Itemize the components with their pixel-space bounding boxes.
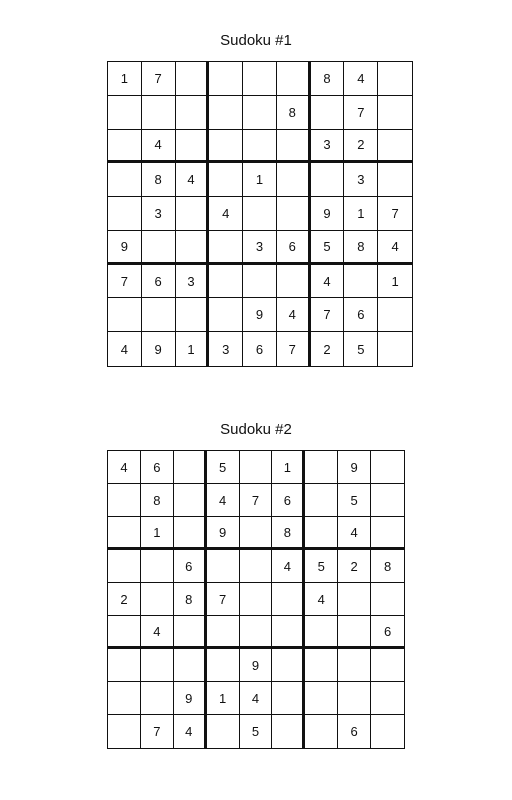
sudoku-cell[interactable]: 6 — [243, 332, 277, 366]
sudoku-cell[interactable]: 8 — [277, 96, 311, 130]
sudoku-cell[interactable]: 5 — [311, 231, 345, 265]
sudoku-cell[interactable] — [305, 682, 338, 715]
sudoku-cell[interactable] — [272, 616, 305, 649]
sudoku-cell[interactable]: 6 — [272, 484, 305, 517]
sudoku-cell[interactable]: 4 — [141, 616, 174, 649]
sudoku-cell[interactable]: 8 — [311, 62, 345, 96]
sudoku-cell[interactable] — [142, 231, 176, 265]
sudoku-cell[interactable] — [176, 130, 210, 164]
sudoku-cell[interactable]: 7 — [142, 62, 176, 96]
sudoku-cell[interactable]: 7 — [207, 583, 240, 616]
sudoku-cell[interactable] — [108, 484, 141, 517]
sudoku-cell[interactable] — [207, 550, 240, 583]
sudoku-cell[interactable] — [108, 649, 141, 682]
sudoku-cell[interactable] — [174, 451, 207, 484]
sudoku-cell[interactable] — [108, 616, 141, 649]
sudoku-cell[interactable]: 8 — [272, 517, 305, 550]
sudoku-cell[interactable] — [108, 682, 141, 715]
sudoku-cell[interactable] — [108, 550, 141, 583]
sudoku-cell[interactable] — [277, 163, 311, 197]
sudoku-cell[interactable] — [176, 96, 210, 130]
sudoku-cell[interactable]: 9 — [240, 649, 273, 682]
sudoku-cell[interactable] — [209, 231, 243, 265]
sudoku-cell[interactable] — [378, 62, 412, 96]
sudoku-cell[interactable] — [305, 484, 338, 517]
sudoku-cell[interactable]: 6 — [371, 616, 404, 649]
sudoku-cell[interactable]: 4 — [174, 715, 207, 748]
sudoku-cell[interactable] — [338, 616, 371, 649]
sudoku-cell[interactable] — [141, 649, 174, 682]
sudoku-cell[interactable] — [207, 616, 240, 649]
sudoku-cell[interactable]: 6 — [142, 265, 176, 299]
sudoku-cell[interactable]: 7 — [311, 298, 345, 332]
sudoku-cell[interactable] — [209, 265, 243, 299]
sudoku-cell[interactable] — [142, 298, 176, 332]
sudoku-cell[interactable] — [141, 583, 174, 616]
sudoku-cell[interactable] — [240, 517, 273, 550]
sudoku-cell[interactable] — [338, 583, 371, 616]
sudoku-cell[interactable] — [311, 96, 345, 130]
sudoku-cell[interactable]: 6 — [277, 231, 311, 265]
sudoku-cell[interactable] — [207, 649, 240, 682]
sudoku-cell[interactable]: 4 — [378, 231, 412, 265]
sudoku-cell[interactable] — [378, 96, 412, 130]
sudoku-cell[interactable] — [243, 197, 277, 231]
sudoku-cell[interactable] — [272, 583, 305, 616]
sudoku-cell[interactable] — [108, 715, 141, 748]
sudoku-cell[interactable]: 5 — [338, 484, 371, 517]
sudoku-cell[interactable] — [108, 197, 142, 231]
sudoku-cell[interactable]: 4 — [209, 197, 243, 231]
sudoku-cell[interactable]: 4 — [272, 550, 305, 583]
sudoku-cell[interactable] — [174, 517, 207, 550]
sudoku-cell[interactable]: 4 — [311, 265, 345, 299]
sudoku-cell[interactable]: 2 — [344, 130, 378, 164]
sudoku-cell[interactable] — [371, 682, 404, 715]
sudoku-cell[interactable]: 1 — [108, 62, 142, 96]
sudoku-cell[interactable]: 1 — [207, 682, 240, 715]
sudoku-cell[interactable] — [277, 130, 311, 164]
sudoku-cell[interactable] — [371, 715, 404, 748]
sudoku-cell[interactable] — [277, 62, 311, 96]
sudoku-cell[interactable] — [240, 583, 273, 616]
sudoku-cell[interactable] — [305, 715, 338, 748]
sudoku-cell[interactable]: 8 — [371, 550, 404, 583]
sudoku-cell[interactable]: 6 — [338, 715, 371, 748]
sudoku-cell[interactable]: 4 — [277, 298, 311, 332]
sudoku-cell[interactable] — [207, 715, 240, 748]
sudoku-cell[interactable] — [240, 451, 273, 484]
sudoku-cell[interactable]: 7 — [108, 265, 142, 299]
sudoku-cell[interactable]: 1 — [378, 265, 412, 299]
sudoku-cell[interactable] — [305, 649, 338, 682]
sudoku-cell[interactable]: 9 — [207, 517, 240, 550]
sudoku-cell[interactable] — [142, 96, 176, 130]
sudoku-cell[interactable]: 4 — [108, 451, 141, 484]
sudoku-cell[interactable] — [243, 62, 277, 96]
sudoku-cell[interactable]: 7 — [141, 715, 174, 748]
sudoku-cell[interactable] — [243, 130, 277, 164]
sudoku-cell[interactable]: 9 — [108, 231, 142, 265]
sudoku-cell[interactable] — [338, 682, 371, 715]
sudoku-cell[interactable]: 4 — [338, 517, 371, 550]
sudoku-cell[interactable] — [371, 451, 404, 484]
sudoku-cell[interactable]: 2 — [108, 583, 141, 616]
sudoku-cell[interactable] — [141, 682, 174, 715]
sudoku-cell[interactable]: 9 — [174, 682, 207, 715]
sudoku-cell[interactable] — [108, 298, 142, 332]
sudoku-cell[interactable]: 9 — [338, 451, 371, 484]
sudoku-cell[interactable] — [338, 649, 371, 682]
sudoku-cell[interactable] — [108, 517, 141, 550]
sudoku-cell[interactable] — [371, 649, 404, 682]
sudoku-cell[interactable]: 7 — [240, 484, 273, 517]
sudoku-cell[interactable]: 5 — [240, 715, 273, 748]
sudoku-cell[interactable]: 3 — [176, 265, 210, 299]
sudoku-cell[interactable] — [240, 550, 273, 583]
sudoku-cell[interactable] — [209, 298, 243, 332]
sudoku-cell[interactable]: 9 — [311, 197, 345, 231]
sudoku-cell[interactable]: 3 — [142, 197, 176, 231]
sudoku-cell[interactable] — [243, 265, 277, 299]
sudoku-cell[interactable] — [371, 583, 404, 616]
sudoku-cell[interactable]: 7 — [378, 197, 412, 231]
sudoku-cell[interactable] — [108, 163, 142, 197]
sudoku-cell[interactable] — [371, 517, 404, 550]
sudoku-cell[interactable]: 2 — [311, 332, 345, 366]
sudoku-cell[interactable] — [141, 550, 174, 583]
sudoku-cell[interactable] — [311, 163, 345, 197]
sudoku-grid — [107, 61, 413, 367]
sudoku-cell[interactable] — [209, 96, 243, 130]
sudoku-cell[interactable]: 1 — [344, 197, 378, 231]
sudoku-cell[interactable] — [277, 265, 311, 299]
sudoku-cell[interactable]: 3 — [209, 332, 243, 366]
sudoku-cell[interactable]: 3 — [243, 231, 277, 265]
sudoku-cell[interactable] — [378, 298, 412, 332]
sudoku-cell[interactable]: 4 — [305, 583, 338, 616]
sudoku-cell[interactable] — [176, 298, 210, 332]
sudoku-cell[interactable] — [305, 451, 338, 484]
sudoku-cell[interactable]: 1 — [243, 163, 277, 197]
sudoku-cell[interactable] — [272, 682, 305, 715]
sudoku-cell[interactable] — [209, 130, 243, 164]
sudoku-cell[interactable]: 4 — [142, 130, 176, 164]
sudoku-cell[interactable] — [174, 484, 207, 517]
sudoku-cell[interactable]: 4 — [344, 62, 378, 96]
sudoku-cell[interactable]: 5 — [344, 332, 378, 366]
sudoku-cell[interactable]: 4 — [240, 682, 273, 715]
sudoku-cell[interactable] — [240, 616, 273, 649]
sudoku-cell[interactable] — [209, 163, 243, 197]
puzzle-title: Sudoku #2 — [220, 421, 292, 438]
sudoku-cell[interactable]: 1 — [176, 332, 210, 366]
sudoku-cell[interactable] — [277, 197, 311, 231]
sudoku-cell[interactable] — [305, 616, 338, 649]
sudoku-cell[interactable]: 6 — [174, 550, 207, 583]
sudoku-cell[interactable]: 9 — [142, 332, 176, 366]
sudoku-cell[interactable] — [176, 62, 210, 96]
sudoku-cell[interactable] — [272, 649, 305, 682]
sudoku-cell[interactable]: 1 — [141, 517, 174, 550]
sudoku-cell[interactable]: 3 — [311, 130, 345, 164]
sudoku-cell[interactable]: 2 — [338, 550, 371, 583]
sudoku-cell[interactable]: 6 — [344, 298, 378, 332]
sudoku-cell[interactable]: 8 — [344, 231, 378, 265]
sudoku-cell[interactable]: 4 — [176, 163, 210, 197]
sudoku-cell[interactable]: 3 — [344, 163, 378, 197]
sudoku-cell[interactable]: 5 — [305, 550, 338, 583]
sudoku-puzzle-1 — [0, 0, 512, 380]
sudoku-cell[interactable] — [108, 96, 142, 130]
sudoku-cell[interactable]: 1 — [272, 451, 305, 484]
sudoku-puzzle-2 — [0, 400, 512, 760]
sudoku-cell[interactable]: 4 — [207, 484, 240, 517]
sudoku-cell[interactable]: 5 — [207, 451, 240, 484]
sudoku-cell[interactable] — [209, 62, 243, 96]
sudoku-cell[interactable] — [176, 231, 210, 265]
sudoku-cell[interactable]: 8 — [174, 583, 207, 616]
sudoku-cell[interactable]: 6 — [141, 451, 174, 484]
sudoku-cell[interactable]: 7 — [344, 96, 378, 130]
puzzle-title: Sudoku #1 — [220, 32, 292, 49]
sudoku-cell[interactable] — [378, 130, 412, 164]
sudoku-grid — [107, 450, 405, 749]
sudoku-cell[interactable] — [378, 163, 412, 197]
sudoku-cell[interactable]: 8 — [141, 484, 174, 517]
sudoku-cell[interactable]: 8 — [142, 163, 176, 197]
sudoku-cell[interactable] — [243, 96, 277, 130]
sudoku-cell[interactable] — [174, 649, 207, 682]
sudoku-cell[interactable] — [272, 715, 305, 748]
sudoku-cell[interactable] — [378, 332, 412, 366]
sudoku-cell[interactable] — [371, 484, 404, 517]
sudoku-cell[interactable] — [176, 197, 210, 231]
sudoku-cell[interactable] — [305, 517, 338, 550]
sudoku-cell[interactable]: 7 — [277, 332, 311, 366]
sudoku-cell[interactable]: 9 — [243, 298, 277, 332]
sudoku-cell[interactable] — [174, 616, 207, 649]
sudoku-cell[interactable] — [108, 130, 142, 164]
sudoku-cell[interactable]: 4 — [108, 332, 142, 366]
sudoku-cell[interactable] — [344, 265, 378, 299]
